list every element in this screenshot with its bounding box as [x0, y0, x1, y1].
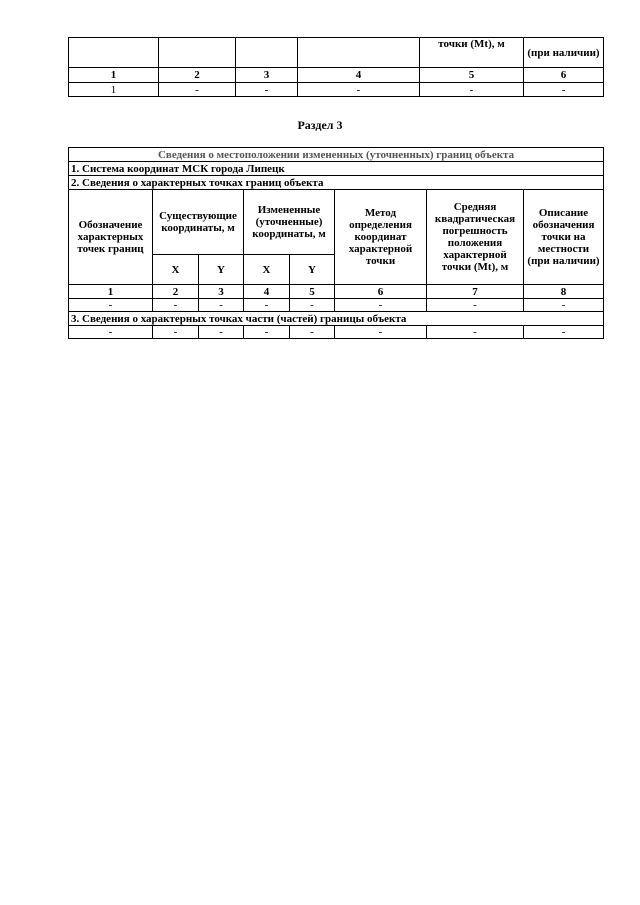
table-row [69, 162, 604, 176]
cell: - [69, 299, 153, 312]
table-row [69, 326, 604, 339]
cell: - [298, 83, 420, 97]
header-row [69, 190, 604, 255]
cell: 3 [236, 68, 298, 83]
cell: 3 [199, 285, 244, 299]
cell: - [69, 326, 153, 339]
coordinate-system: 1. Система координат МСК города Липецк [69, 162, 604, 176]
table-continuation [68, 37, 604, 97]
cell: - [244, 326, 290, 339]
parts-heading: 3. Сведения о характерных точках части (частей) границы объекта [69, 312, 604, 326]
cell: 6 [524, 68, 604, 83]
cell [159, 38, 236, 68]
header-method: Метод определения координат характерной точки [335, 190, 427, 285]
cell: - [290, 299, 335, 312]
table-title-row [69, 148, 604, 162]
cell [69, 38, 159, 68]
cell: 2 [153, 285, 199, 299]
header-y: Y [290, 255, 335, 285]
cell: 1 [69, 83, 159, 97]
cell: 8 [524, 285, 604, 299]
header-existing-coords: Существующие координаты, м [153, 190, 244, 255]
points-heading: 2. Сведения о характерных точках границ объекта [69, 176, 604, 190]
table-row [69, 83, 604, 97]
table-boundary-points [68, 147, 604, 339]
numbers-row [69, 285, 604, 299]
cell: - [524, 299, 604, 312]
table-row [69, 68, 604, 83]
cell: 6 [335, 285, 427, 299]
header-designation: Обозначение характерных точек границ [69, 190, 153, 285]
header-description: Описание обозначения точки на местности (при наличии) [524, 190, 604, 285]
cell: 5 [420, 68, 524, 83]
cell: (при наличии) [524, 38, 604, 68]
header-x: X [244, 255, 290, 285]
cell: - [524, 326, 604, 339]
cell: 2 [159, 68, 236, 83]
cell: - [153, 326, 199, 339]
cell: 7 [427, 285, 524, 299]
header-changed-coords: Измененные (уточненные) координаты, м [244, 190, 335, 255]
header-y: Y [199, 255, 244, 285]
table-row [69, 38, 604, 68]
cell: точки (Mt), м [420, 38, 524, 68]
cell: 5 [290, 285, 335, 299]
cell: - [420, 83, 524, 97]
cell: - [199, 326, 244, 339]
header-x: X [153, 255, 199, 285]
cell: - [290, 326, 335, 339]
table-row [69, 312, 604, 326]
cell: 1 [69, 285, 153, 299]
cell: 1 [69, 68, 159, 83]
cell [236, 38, 298, 68]
cell: 4 [298, 68, 420, 83]
cell: - [199, 299, 244, 312]
table-row [69, 176, 604, 190]
cell: - [236, 83, 298, 97]
cell: - [427, 299, 524, 312]
cell: - [427, 326, 524, 339]
header-error: Средняя квадратическая погрешность положения характерной точки (Mt), м [427, 190, 524, 285]
cell: - [335, 299, 427, 312]
cell: - [159, 83, 236, 97]
cell: - [153, 299, 199, 312]
cell: - [244, 299, 290, 312]
cell: - [524, 83, 604, 97]
cell [298, 38, 420, 68]
section-title: Раздел 3 [297, 118, 343, 132]
table-title: Сведения о местоположении измененных (уточненных) границ объекта [69, 148, 604, 162]
cell: - [335, 326, 427, 339]
table-row [69, 299, 604, 312]
cell: 4 [244, 285, 290, 299]
